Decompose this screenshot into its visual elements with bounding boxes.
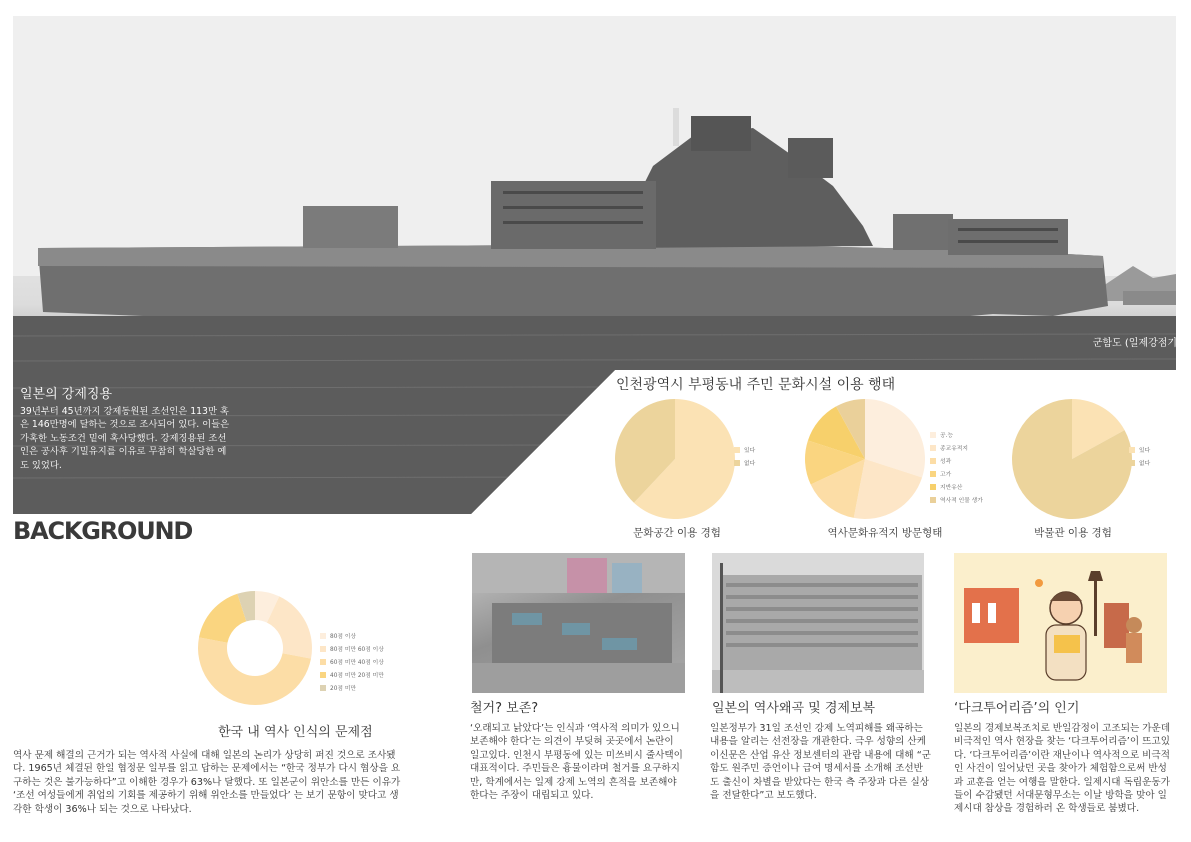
legend-label: 있다 xyxy=(1139,448,1151,454)
legend-item xyxy=(320,681,384,694)
legend-item xyxy=(930,454,983,467)
legend-label: 종교유적지 xyxy=(940,446,968,452)
history-text: 역사 문제 해결의 근거가 되는 역사적 사실에 대해 일본의 논리가 상당히 퍼진 것으로 조사됐다. 1965년 체결된 한일 협정문 일부를 읽고 답하는 문제에서는 “한국 정부가 다시 협상을 요구하는 것은 불가능하다”고 이해한 경우가 63%나 달했다. 또 일본군이 위안소를 만든 이유가 ‘조선 여성들에게 취업의 기회를 제공하기 위해 위안소를 만들었다’ 는 보기 문항이 맞다고 생각한 학생이 36%나 되는 것으로 나타났다. xyxy=(13,750,401,815)
legend-item xyxy=(320,642,384,655)
legend-item xyxy=(1129,443,1150,456)
legend-label: 지반유산 xyxy=(940,485,963,491)
legend-3 xyxy=(1129,443,1150,469)
chart-3-title: 박물관 이용 경험 xyxy=(1034,527,1112,539)
overlay-text: 39년부터 45년까지 강제동원된 조선인은 113만 혹은 146만명에 달하는 것으로 조사되어 있다. 이들은 가혹한 노동조건 밑에 혹사당했다. 강제징용된 조선인은 공사후 기밀유지를 이유로 무참히 학살당한 예도 있었다. xyxy=(20,406,230,471)
donut-chart-4 xyxy=(196,589,314,707)
legend-item xyxy=(320,668,384,681)
legend-label: 성곽 xyxy=(940,459,952,465)
legend-label: 역사적 인물 생가 xyxy=(940,498,983,504)
pie-chart-3 xyxy=(1010,397,1134,521)
survey-title: 인천광역시 부평동내 주민 문화시설 이용 행태 xyxy=(616,377,896,393)
photo-dark-tourism-illustration xyxy=(954,553,1167,693)
legend-item xyxy=(734,443,755,456)
legend-swatch xyxy=(734,460,740,466)
legend-item xyxy=(1129,456,1150,469)
section-3-heading: ‘다크투어리즘’의 인기 xyxy=(954,701,1080,716)
photo-building-illustration xyxy=(712,553,924,693)
legend-swatch xyxy=(1129,447,1135,453)
legend-label: 공.능 xyxy=(940,433,954,439)
legend-item xyxy=(320,655,384,668)
legend-4 xyxy=(320,629,384,694)
photo-housing-illustration xyxy=(472,553,685,693)
pie-chart-1 xyxy=(613,397,737,521)
legend-label: 20점 미만 xyxy=(330,686,357,692)
legend-item xyxy=(320,629,384,642)
dark-tourism-illustration xyxy=(954,553,1167,693)
history-heading: 한국 내 역사 인식의 문제점 xyxy=(218,725,373,740)
background-title: BACKGROUND xyxy=(13,517,193,545)
legend-swatch xyxy=(320,633,326,639)
legend-swatch xyxy=(930,484,936,490)
section-1-heading: 철거? 보존? xyxy=(470,701,539,716)
hero-caption: 군함도 (일제강점기) xyxy=(1092,338,1181,349)
section-2-text: 일본정부가 31일 조선인 강제 노역피해를 왜곡하는 내용을 알리는 선전장을 개관한다. 극우 성향의 산케이신문은 산업 유산 정보센터의 관람 내용에 대해 “군함도 원주민 증언이나 급여 명세서를 소개해 조선반도 출신이 차별을 받았다는 한국 측 주장과 다른 실상을 전달한다”고 보도했다. xyxy=(710,723,931,802)
slice-4 xyxy=(199,594,246,643)
legend-label: 80점 이상 xyxy=(330,634,357,640)
legend-swatch xyxy=(930,432,936,438)
legend-label: 없다 xyxy=(1139,461,1151,467)
chart-1-title: 문화공간 이용 경험 xyxy=(633,527,721,539)
legend-label: 80점 미만 60점 이상 xyxy=(330,647,384,653)
legend-item xyxy=(930,441,983,454)
legend-label: 40점 미만 20점 미만 xyxy=(330,673,384,679)
pie-chart-2 xyxy=(803,397,927,521)
legend-swatch xyxy=(320,685,326,691)
chart-2-title: 역사문화유적지 방문형태 xyxy=(827,527,943,539)
legend-label: 없다 xyxy=(744,461,756,467)
photo-mitsubishi-housing xyxy=(472,553,685,693)
legend-label: 60점 미만 40점 이상 xyxy=(330,660,384,666)
legend-item xyxy=(734,456,755,469)
legend-swatch xyxy=(734,447,740,453)
legend-swatch xyxy=(930,497,936,503)
legend-item xyxy=(930,467,983,480)
section-2-heading: 일본의 역사왜곡 및 경제보복 xyxy=(712,701,876,716)
legend-item xyxy=(930,493,983,506)
legend-item xyxy=(930,428,983,441)
legend-swatch xyxy=(320,659,326,665)
legend-item xyxy=(930,480,983,493)
legend-1 xyxy=(734,443,755,469)
legend-label: 있다 xyxy=(744,448,756,454)
overlay-title: 일본의 강제징용 xyxy=(20,387,113,402)
legend-swatch xyxy=(320,646,326,652)
legend-swatch xyxy=(1129,460,1135,466)
section-1-text: ‘오래되고 낡았다’는 인식과 ‘역사적 의미가 있으니 보존해야 한다’는 의견이 부딪혀 곳곳에서 논란이 일고있다. 인천시 부평동에 있는 미쓰비시 줄사택이 대표적이다. 주민들은 흉물이라며 철거를 요구하지만, 학계에서는 일제 강제 노역의 흔적을 보존해야 한다는 주장이 대립되고 있다. xyxy=(470,723,683,802)
legend-swatch xyxy=(320,672,326,678)
legend-label: 고가 xyxy=(940,472,952,478)
legend-swatch xyxy=(930,471,936,477)
legend-swatch xyxy=(930,458,936,464)
legend-2 xyxy=(930,428,983,506)
legend-swatch xyxy=(930,445,936,451)
photo-information-center xyxy=(712,553,924,693)
section-3-text: 일본의 경제보복조치로 반일감정이 고조되는 가운데 비극적인 역사 현장을 찾는 ‘다크투어리즘’이 뜨고있다. ‘다크투어리즘’이란 재난이나 역사적으로 비극적인 사건이 일어났던 곳을 찾아가 체험함으로써 반성과 교훈을 얻는 여행을 말한다. 일제시대 독립운동가들이 수감됐던 서대문형무소는 이날 방학을 맞아 일제시대 참상을 경험하러 온 학생들로 붐볐다. xyxy=(954,723,1171,815)
